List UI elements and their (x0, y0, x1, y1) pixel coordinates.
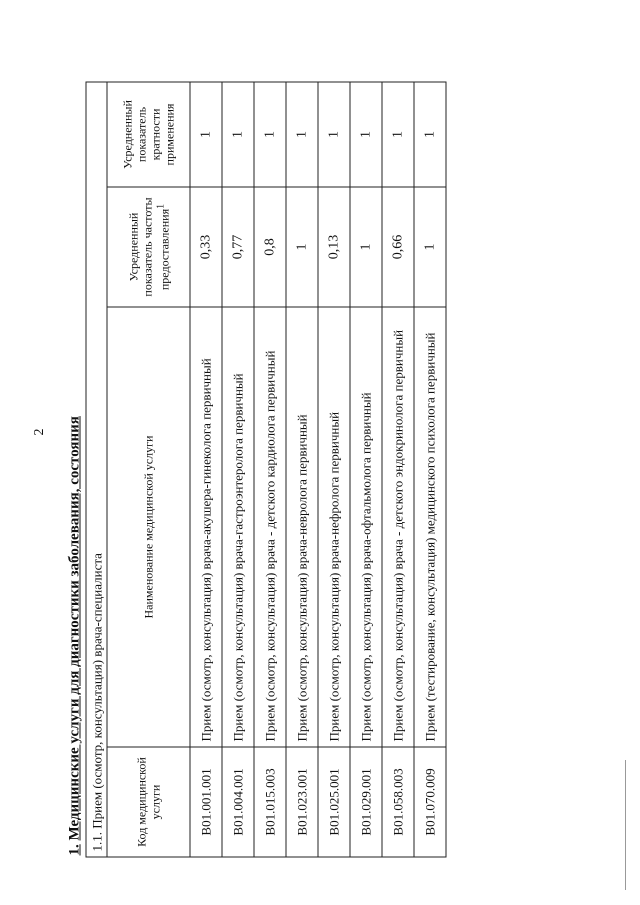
table-row (350, 82, 382, 857)
service-frequency: 0,66 (382, 187, 414, 307)
table-row (382, 82, 414, 857)
service-code: B01.023.001 (286, 747, 318, 857)
table-row (190, 82, 222, 857)
service-multiplicity: 1 (382, 82, 414, 187)
service-name: Прием (осмотр, консультация) врача-нефролога первичный (318, 307, 350, 747)
service-name: Прием (осмотр, консультация) врача-офтальмолога первичный (350, 307, 382, 747)
header-frequency-footnote: 1 (155, 203, 166, 209)
service-multiplicity: 1 (190, 82, 222, 187)
table-row (318, 82, 350, 857)
service-code: B01.070.009 (414, 747, 446, 857)
service-name: Прием (осмотр, консультация) врача - детского эндокринолога первичный (382, 307, 414, 747)
table-row (286, 82, 318, 857)
section-title-text: Медицинские услуги для диагностики заболевания, состояния (66, 416, 83, 841)
service-multiplicity: 1 (254, 82, 286, 187)
service-multiplicity: 1 (318, 82, 350, 187)
subsection-title: 1.1. Прием (осмотр, консультация) врача-специалиста (86, 82, 107, 857)
service-code: B01.015.003 (254, 747, 286, 857)
service-code: B01.004.001 (222, 747, 254, 857)
service-frequency: 1 (350, 187, 382, 307)
medical-services-table (86, 81, 447, 857)
service-name: Прием (осмотр, консультация) врача - детского кардиолога первичный (254, 307, 286, 747)
service-frequency: 0,13 (318, 187, 350, 307)
service-multiplicity: 1 (414, 82, 446, 187)
subsection-row (86, 82, 107, 857)
rotated-document-content (66, 83, 476, 858)
header-frequency-text: Усредненный показатель частоты предоставления (126, 197, 171, 297)
header-name: Наименование медицинской услуги (107, 307, 190, 747)
service-code: B01.025.001 (318, 747, 350, 857)
table-row (254, 82, 286, 857)
table-row (222, 82, 254, 857)
service-frequency: 1 (286, 187, 318, 307)
service-code: B01.001.001 (190, 747, 222, 857)
service-name: Прием (тестирование, консультация) медицинского психолога первичный (414, 307, 446, 747)
header-code: Код медицинской услуги (107, 747, 190, 857)
service-frequency: 0,8 (254, 187, 286, 307)
service-multiplicity: 1 (350, 82, 382, 187)
page-number: 2 (32, 428, 47, 436)
service-multiplicity: 1 (222, 82, 254, 187)
table-header-row (107, 82, 190, 857)
service-name: Прием (осмотр, консультация) врача-акушера-гинеколога первичный (190, 307, 222, 747)
header-multiplicity: Усредненный показатель кратности применения (107, 82, 190, 187)
service-name: Прием (осмотр, консультация) врача-невролога первичный (286, 307, 318, 747)
section-title (66, 416, 84, 855)
service-frequency: 0,77 (222, 187, 254, 307)
service-code: B01.058.003 (382, 747, 414, 857)
scan-edge-line (625, 760, 626, 890)
service-frequency: 0,33 (190, 187, 222, 307)
service-code: B01.029.001 (350, 747, 382, 857)
section-number: 1. (66, 844, 83, 856)
header-frequency (107, 187, 190, 307)
service-name: Прием (осмотр, консультация) врача-гастроэнтеролога первичный (222, 307, 254, 747)
table-row (414, 82, 446, 857)
service-frequency: 1 (414, 187, 446, 307)
service-multiplicity: 1 (286, 82, 318, 187)
